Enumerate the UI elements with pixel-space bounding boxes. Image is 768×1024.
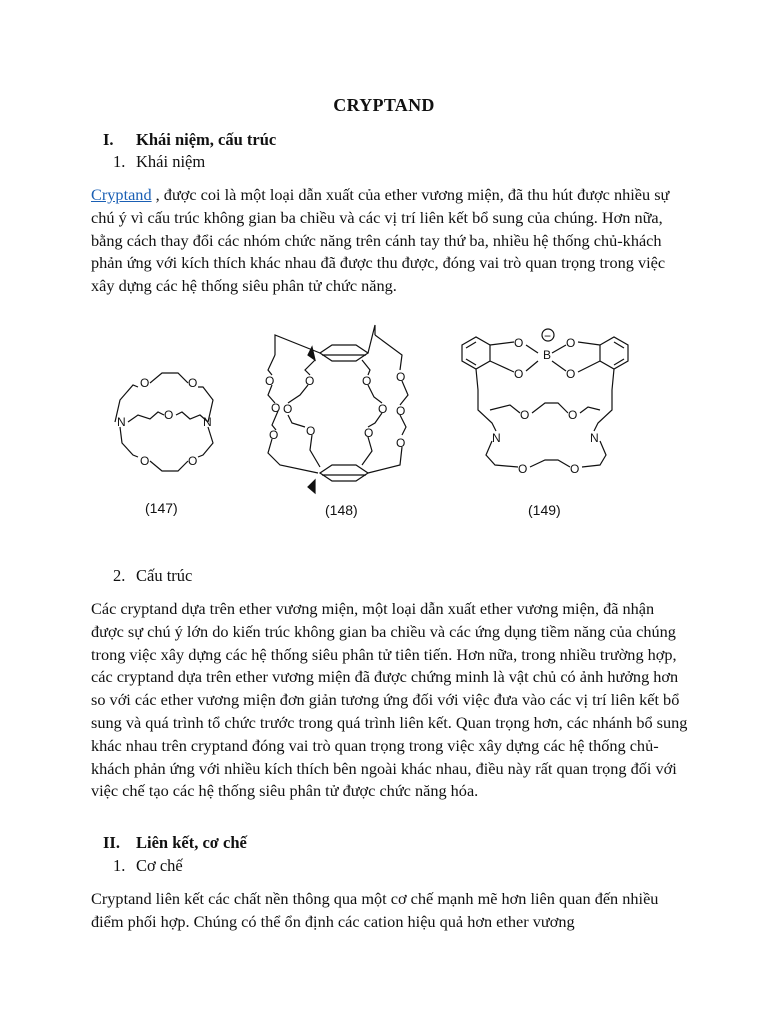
paragraph-structure: Các cryptand dựa trên ether vương miện, một loại dẫn xuất ether vương miện, đã nhận được sự chú ý lớn do kiến trúc không gian ba chiều và các ứng dụng tiềm năng của chúng trong việc xây dựng các hệ thống siêu phân tử tiên tiến. Hơn nữa, trong nhiều trường hợp, các cryptand dựa trên ether vương miện đã được chứng minh là vật chủ có ảnh hưởng hơn so với các ether vương miện đơn giản tương ứng đối với việc đưa vào các vị trí liên kết bổ sung và quá trình tổ chức trước trong quá trình liên kết. Quan trọng hơn, các nhánh bổ sung khác nhau trên cryptand đóng vai trò quan trọng trong việc xây dựng các hệ thống chủ-khách phản ứng với nhiều kích thích bên ngoài khác nhau, điều này rất quan trọng đối với việc chế tạo các hệ thống siêu phân tử được chức năng hóa.: [91, 599, 688, 801]
subsection-number: 1.: [113, 856, 126, 875]
cryptand-link[interactable]: Cryptand: [91, 185, 152, 204]
page-title: CRYPTAND: [333, 95, 435, 115]
atom-o: O: [396, 370, 406, 384]
subsection-heading-1-2: [113, 566, 192, 586]
atom-o: O: [514, 336, 524, 350]
subsection-title: Cơ chế: [136, 856, 183, 875]
section-title: Liên kết, cơ chế: [136, 833, 247, 852]
structure-148: [265, 325, 408, 518]
atom-o: O: [306, 424, 316, 438]
paragraph-definition: [91, 184, 691, 298]
subsection-number: 2.: [113, 566, 126, 585]
chemical-structures-image: [100, 315, 660, 525]
subsection-title: Cấu trúc: [136, 566, 193, 585]
atom-o: O: [364, 426, 374, 440]
structure-label-147: (147): [145, 500, 178, 516]
section-title: Khái niệm, cấu trúc: [136, 130, 277, 149]
atom-o: O: [271, 401, 281, 415]
atom-n: N: [117, 415, 126, 429]
atom-o: O: [305, 374, 315, 388]
atom-charge: −: [544, 329, 552, 343]
atom-o: O: [283, 402, 293, 416]
atom-o: O: [396, 404, 406, 418]
section-heading-2: [103, 833, 247, 853]
subsection-title: Khái niệm: [136, 152, 206, 171]
atom-o: O: [140, 376, 150, 390]
atom-n: N: [492, 431, 501, 445]
structure-147: [115, 373, 213, 516]
structure-149: [462, 329, 628, 518]
atom-o: O: [164, 408, 174, 422]
atom-o: O: [378, 402, 388, 416]
structure-label-148: (148): [325, 502, 358, 518]
atom-o: O: [514, 367, 524, 381]
atom-o: O: [520, 408, 530, 422]
atom-o: O: [568, 408, 578, 422]
atom-n: N: [590, 431, 599, 445]
atom-o: O: [188, 454, 198, 468]
section-heading-1: [103, 130, 276, 150]
section-number: II.: [103, 833, 120, 852]
atom-o: O: [570, 462, 580, 476]
structure-label-149: (149): [528, 502, 561, 518]
paragraph-text: , được coi là một loại dẫn xuất của ether vương miện, đã thu hút được nhiều sự chú ý vì cấu trúc không gian ba chiều và các vị trí liên kết bổ sung của chúng. Hơn nữa, bằng cách thay đổi các nhóm chức năng trên cánh tay thứ ba, nhiều hệ thống chủ-khách phản ứng với kích thích khác nhau đã được thu được, đóng vai trò quan trọng trong việc xây dựng các hệ thống siêu phân tử chức năng.: [91, 185, 670, 296]
atom-o: O: [396, 436, 406, 450]
atom-o: O: [362, 374, 372, 388]
atom-o: O: [269, 428, 279, 442]
atom-o: O: [518, 462, 528, 476]
subsection-number: 1.: [113, 152, 126, 171]
section-number: I.: [103, 130, 114, 149]
atom-o: O: [188, 376, 198, 390]
atom-o: O: [140, 454, 150, 468]
atom-b: B: [543, 348, 552, 362]
atom-o: O: [566, 336, 576, 350]
paragraph-mechanism: Cryptand liên kết các chất nền thông qua một cơ chế mạnh mẽ hơn liên quan đến nhiều điểm phối hợp. Chúng có thể ổn định các cation hiệu quả hơn ether vương: [91, 889, 659, 931]
subsection-heading-1-1: [113, 152, 205, 172]
subsection-heading-2-1: [113, 856, 183, 876]
cryptand-structures-figure: [100, 315, 660, 525]
atom-o: O: [566, 367, 576, 381]
atom-n: N: [203, 415, 212, 429]
atom-o: O: [265, 374, 275, 388]
